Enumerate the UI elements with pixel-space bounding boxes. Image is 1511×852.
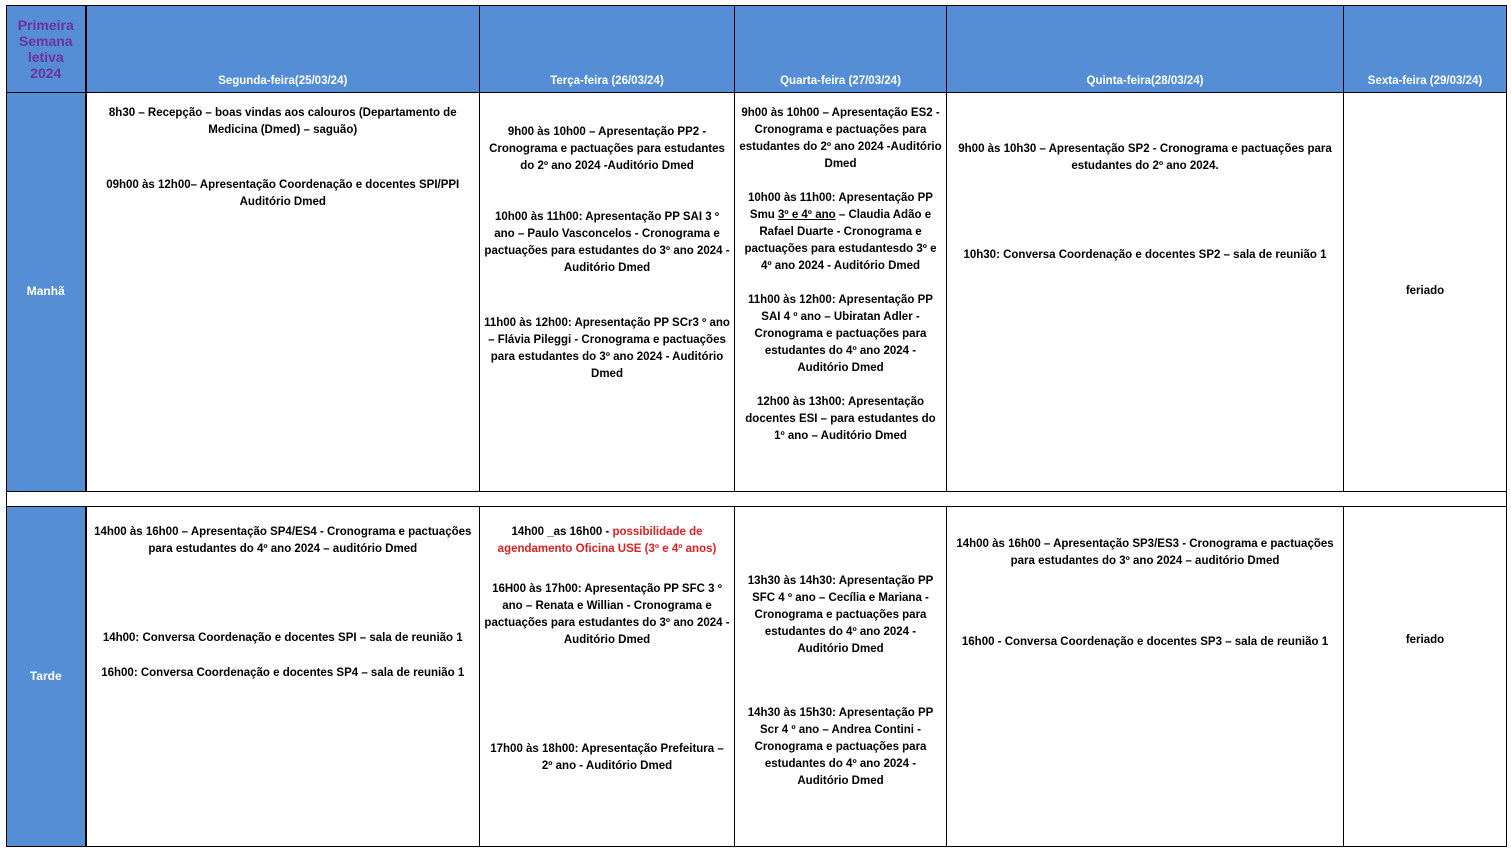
separator-row — [7, 491, 1507, 506]
schedule-item-text: – Claudia Adão e Rafael Duarte - Cronograma e pactuações para estudantesdo 3º e 4º ano 2024 - Auditório Dmed — [744, 209, 937, 273]
afternoon-monday-cell — [86, 506, 480, 846]
period-label-morning: Manhã — [7, 93, 86, 491]
schedule-item: 14h00 às 16h00 – Apresentação SP3/ES3 - Cronograma e pactuações para estudantes do 3º ano 2024 – auditório Dmed — [956, 537, 1334, 567]
schedule-item-text: 14h00 _as 16h00 - — [511, 525, 613, 538]
period-label-afternoon: Tarde — [7, 506, 86, 846]
corner-title — [7, 6, 86, 93]
schedule-item: 16H00 às 17h00: Apresentação PP SFC 3 º ano – Renata e Willian - Cronograma e pactuações para estudantes do 3º ano 2024 - Auditório Dmed — [484, 582, 730, 646]
day-header-tuesday: Terça-feira (26/03/24) — [480, 6, 735, 93]
schedule-item: 8h30 – Recepção – boas vindas aos calouros (Departamento de Medicina (Dmed) – saguão) — [108, 107, 457, 137]
morning-friday-cell: feriado — [1344, 93, 1507, 491]
morning-tuesday-cell — [480, 93, 735, 491]
schedule-item: 10h30: Conversa Coordenação e docentes SP2 – sala de reunião 1 — [963, 249, 1327, 262]
schedule-item: 9h00 às 10h00 – Apresentação ES2 - Cronograma e pactuações para estudantes do 2º ano 2024 -Auditório Dmed — [739, 107, 942, 171]
schedule-item: 16h00: Conversa Coordenação e docentes SP4 – sala de reunião 1 — [101, 666, 465, 679]
schedule-item: 9h00 às 10h30 – Apresentação SP2 - Cronograma e pactuações para estudantes do 2º ano 2024. — [958, 143, 1332, 173]
schedule-item: 14h00 às 16h00 – Apresentação SP4/ES4 - Cronograma e pactuações para estudantes do 4º ano 2024 – auditório Dmed — [94, 525, 472, 555]
corner-line: Primeira — [17, 17, 74, 34]
corner-line: Semana — [18, 33, 73, 50]
schedule-item — [739, 190, 942, 275]
schedule-item-underlined: 3º e 4º ano — [778, 209, 836, 222]
morning-row — [7, 93, 1507, 491]
day-header-wednesday: Quarta-feira (27/03/24) — [735, 6, 947, 93]
afternoon-wednesday-cell — [735, 506, 947, 846]
morning-thursday-cell — [947, 93, 1344, 491]
schedule-item: 12h00 às 13h00: Apresentação docentes ESI – para estudantes do 1º ano – Auditório Dmed — [745, 396, 936, 443]
row-separator — [7, 491, 1507, 506]
afternoon-tuesday-cell — [480, 506, 735, 846]
afternoon-row — [7, 506, 1507, 846]
schedule-document — [6, 5, 1506, 847]
schedule-item: 9h00 às 10h00 – Apresentação PP2 - Cronograma e pactuações para estudantes do 2º ano 2024 -Auditório Dmed — [489, 126, 725, 173]
schedule-item: 17h00 às 18h00: Apresentação Prefeitura – 2º ano - Auditório Dmed — [490, 742, 724, 772]
day-header-friday: Sexta-feira (29/03/24) — [1344, 6, 1507, 93]
schedule-item-highlight: possibilidade de agendamento Oficina USE (3º e 4º anos) — [497, 525, 717, 555]
corner-line: 2024 — [30, 65, 62, 82]
afternoon-friday-cell: feriado — [1344, 506, 1507, 846]
schedule-item: 14h30 às 15h30: Apresentação PP Scr 4 º ano – Andrea Contini - Cronograma e pactuações para estudantes do 4º ano 2024 - Auditório Dmed — [747, 706, 934, 787]
afternoon-thursday-cell — [947, 506, 1344, 846]
schedule-item: 09h00 às 12h00– Apresentação Coordenação e docentes SPI/PPI Auditório Dmed — [106, 179, 460, 209]
corner-line: letiva — [27, 49, 64, 66]
schedule-item: 16h00 - Conversa Coordenação e docentes SP3 – sala de reunião 1 — [961, 635, 1329, 648]
morning-monday-cell — [86, 93, 480, 491]
morning-wednesday-cell — [735, 93, 947, 491]
schedule-item — [484, 524, 730, 558]
day-header-monday: Segunda-feira(25/03/24) — [86, 6, 480, 93]
day-header-thursday: Quinta-feira(28/03/24) — [947, 6, 1344, 93]
schedule-item: 13h30 às 14h30: Apresentação PP SFC 4 º ano – Cecília e Mariana - Cronograma e pactuações para estudantes do 4º ano 2024 - Auditório Dmed — [747, 574, 934, 655]
schedule-item-text: 10h00 às 11h00: Apresentação PP Smu — [748, 192, 933, 222]
schedule-table — [6, 5, 1507, 847]
schedule-item: 11h00 às 12h00: Apresentação PP SCr3 º ano – Flávia Pileggi - Cronograma e pactuações para estudantes do 3º ano 2024 - Auditório Dmed — [484, 317, 730, 381]
schedule-item: 11h00 às 12h00: Apresentação PP SAI 4 º ano – Ubiratan Adler - Cronograma e pactuações para estudantes do 4º ano 2024 - Auditório Dmed — [748, 294, 933, 375]
header-row — [7, 6, 1507, 93]
schedule-item: 10h00 às 11h00: Apresentação PP SAI 3 º ano – Paulo Vasconcelos - Cronograma e pactuações para estudantes do 3º ano 2024 - Auditório Dmed — [484, 211, 730, 275]
schedule-item: 14h00: Conversa Coordenação e docentes SPI – sala de reunião 1 — [102, 631, 463, 644]
